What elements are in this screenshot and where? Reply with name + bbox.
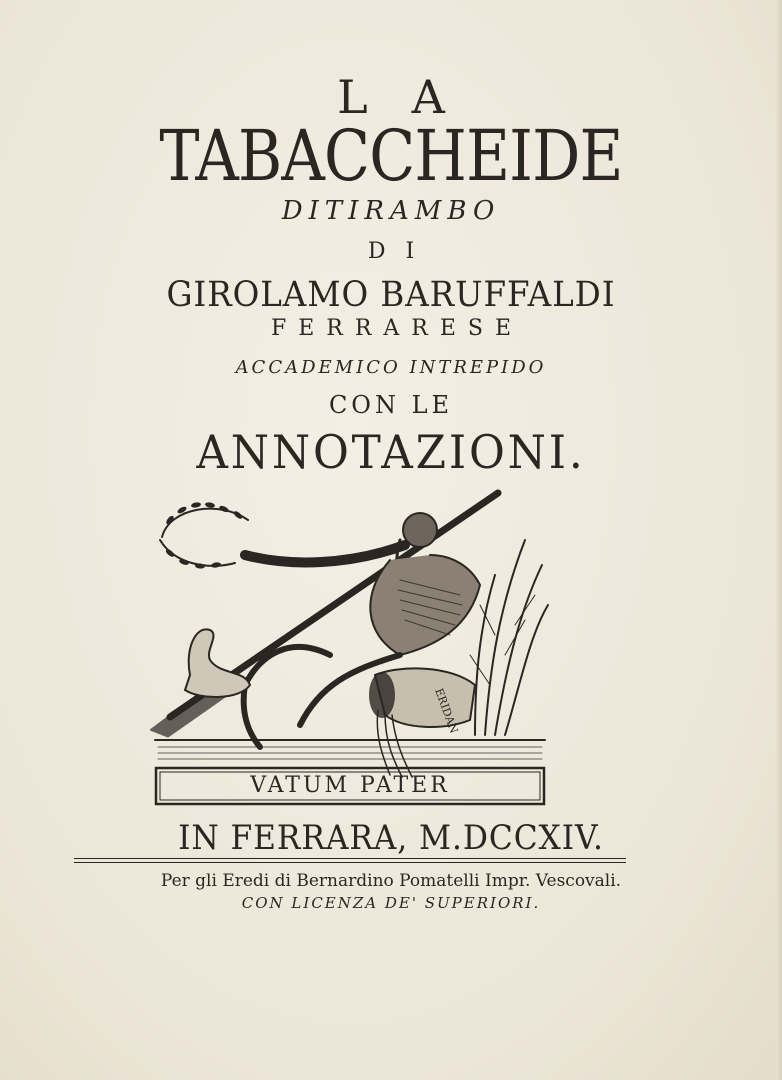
imprint-place-date: IN FERRARA, M.DCCXIV. [178,818,604,858]
urn [370,668,475,777]
divider-rule-thin [74,862,626,863]
swan [185,629,250,697]
printer-line: Per gli Eredi di Bernardino Pomatelli Impr. Vescovali. [160,871,622,891]
author-origin: FERRARESE [270,316,524,341]
woodcut-illustration [150,485,550,810]
page-edge [776,0,782,1080]
con-le-line: CON LE [328,391,454,419]
laurel-wreath-icon [160,502,248,569]
license-line: CON LICENZA DE' SUPERIORI. [241,894,541,912]
author-academy: ACCADEMICO INTREPIDO [235,357,547,378]
book-subtitle: DITIRAMBO [281,196,501,226]
by-line-di: DI [367,239,435,264]
plaque-inscription: VATUM PATER [250,773,450,798]
book-title: TABACCHEIDE [159,115,623,197]
reeds [470,540,548,735]
title-prefix-la: LA [337,70,489,124]
annotations-line: ANNOTAZIONI. [196,425,586,479]
urn-inscription: ERIDAN [432,686,461,736]
divider-rule [74,858,626,859]
author-name: GIROLAMO BARUFFALDI [166,275,616,315]
